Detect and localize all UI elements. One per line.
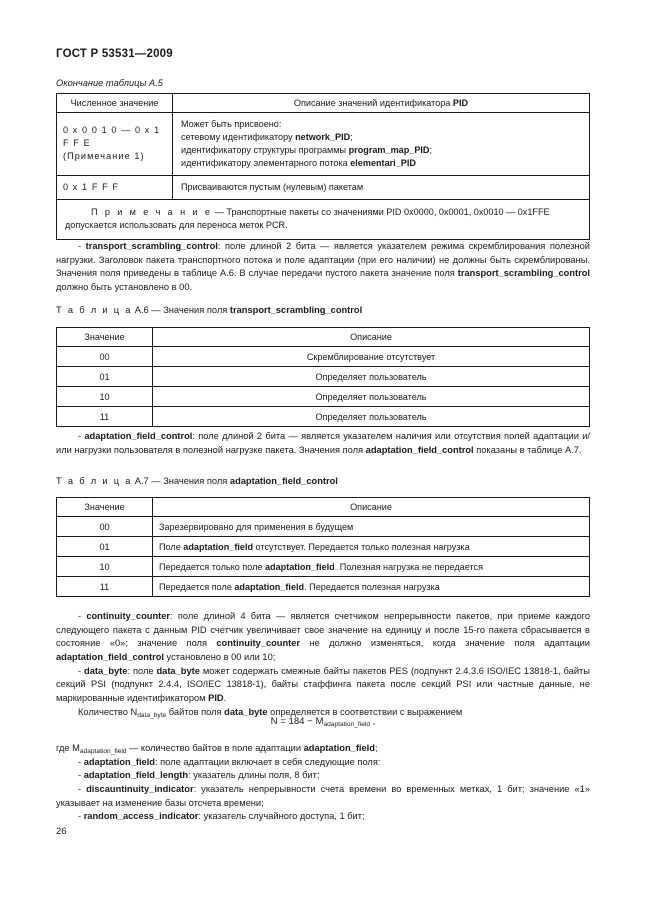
paragraph-continuity-counter [56, 610, 590, 719]
caption-label: Т а б л и ц а [56, 476, 133, 486]
term-adaptation-field-control: adaptation_field_control [84, 431, 193, 441]
paragraph-text-1: : поле длиной 4 бита — является счетчиком непрерывности пакетов, при приеме каждого следующего пакета с данным PID счетчик увеличивает свое значение на единицу и после 15-го пакета сбрасывается в состояние «0»; значение поля [56, 611, 590, 649]
table-a6-header-row [57, 328, 590, 347]
item-3-text: : указатель непрерывности счета времени во временных метках, 1 бит; значение «1» указывает на изменение базы отсчета времени; [56, 783, 590, 808]
table-a7-cell-description [153, 517, 590, 537]
table-a7-header-row [57, 498, 590, 517]
table-row [57, 367, 590, 387]
table-row [57, 175, 590, 199]
term-continuity-counter: continuity_counter [86, 611, 171, 621]
desc-line-1: Может быть присвоено: [181, 119, 282, 129]
caption-label: Т а б л и ц а [56, 305, 133, 315]
term-transport-scrambling-control: transport_scrambling_control [85, 241, 218, 251]
term-continuity-counter-2: continuity_counter [216, 638, 301, 649]
term-adaptation-field: adaptation_field [303, 743, 375, 753]
term-transport-scrambling-control-2: transport_scrambling_control [457, 268, 590, 279]
term-data-byte: data_byte [84, 665, 128, 676]
item-1-dash: - [78, 756, 84, 767]
item-4-dash: - [78, 811, 84, 822]
term-adaptation-field-length: adaptation_field_length [83, 770, 189, 781]
paragraph-text-4: : поле [127, 665, 157, 676]
table-a6-cell-description: Определяет пользователь [153, 367, 590, 387]
desc-line-3-tail: ; [429, 144, 433, 155]
desc-bold: adaptation_field [183, 541, 254, 552]
paragraph-text-2: не должно изменяться, когда значение поля адаптации [300, 638, 590, 649]
term-discountinuity-indicator: discauntinuity_indicator [86, 783, 194, 794]
caption-term: adaptation_field_control [229, 476, 338, 486]
paragraph-adaptation-field-items [56, 742, 590, 824]
table-a6-header-description: Описание [153, 328, 590, 347]
paragraph-text-5: может содержать смежные байты пакетов PES (подпункт 2.4.3.6 ISO/IEC 13818-1, байты секций PSI (подпункт 2.4.4, ISO/IEC 13818-1), байты стаффинга пакета после секций PSI или частные данные, не маркированные идентификатором [56, 665, 590, 703]
header-text: Описание значений идентификатора [293, 98, 453, 108]
table-a6-header-value: Значение [57, 328, 153, 347]
table-a5-cell-description: Присваиваются пустым (нулевым) пакетам [173, 175, 590, 199]
where-prefix: где M [56, 743, 80, 753]
note-text: — Транспортные пакеты со значениями PID 0x0000, 0x0001, 0x0010 — 0x1FFE допускается использовать для переноса меток PCR. [65, 206, 550, 230]
count-middle: байтов поля [166, 706, 225, 717]
table-a6-cell-description: Определяет пользователь [153, 407, 590, 427]
where-subscript: adaptation_field [79, 748, 127, 756]
value-note: (Примечание 1) [63, 151, 145, 162]
value-range: 0 x 0 0 1 0 — 0 x 1 F F E [63, 125, 161, 149]
count-postfix: определяется в соответствии с выражением [267, 706, 463, 717]
table-a5-note-row [57, 199, 590, 239]
where-postfix: — количество байтов в поле адаптации [126, 743, 304, 753]
header-text-bold: PID [452, 98, 469, 108]
item-4-text: : указатель случайного доступа, 1 бит; [198, 811, 365, 822]
paragraph-adaptation-field-control [56, 430, 590, 457]
paragraph-text: : поле длиной 2 бита — является указателем наличия или отсутствия полей адаптации и/или нагрузки пользователя в полезной нагрузке пакета. Значения поля [56, 431, 591, 455]
standard-header: ГОСТ Р 53531—2009 [56, 48, 173, 60]
paragraph-transport-scrambling-control [56, 240, 590, 295]
table-a5 [56, 93, 590, 240]
table-a5-cell-description [173, 113, 590, 176]
desc-line-3-plain: идентификатору структуры программы [181, 144, 349, 155]
page-number: 26 [56, 826, 67, 837]
table-a5-header-value: Численное значение [57, 94, 173, 113]
table-a5-cell-value [57, 113, 173, 176]
table-a7-header-description: Описание [153, 498, 590, 517]
term-data-byte-2: data_byte [156, 665, 200, 676]
desc-pre: Передается поле [159, 581, 235, 592]
table-a7-caption [56, 476, 338, 486]
term-random-access-indicator: random_access_indicator [83, 811, 199, 822]
desc-line-2-plain: сетевому идентификатору [181, 131, 296, 142]
table-row [57, 557, 590, 577]
table-row [57, 407, 590, 427]
table-a6-cell-value: 11 [57, 407, 153, 427]
paragraph-text-3: установлено в 00 или 10; [163, 651, 276, 662]
desc-bold: adaptation_field [234, 581, 305, 592]
count-prefix: Количество N [78, 706, 138, 717]
desc-pre: Передается только поле [159, 561, 265, 572]
table-a5-header-row [57, 94, 590, 113]
desc-pre: Зарезервировано для применения в будущем [159, 521, 354, 532]
caption-number: А.6 — Значения поля [132, 305, 230, 315]
desc-line-4-plain: идентификатору элементарного потока [181, 157, 351, 168]
table-row [57, 113, 590, 176]
desc-line-2-bold: network_PID [295, 131, 351, 142]
table-a5-cell-value: 0 x 1 F F F [57, 175, 173, 199]
table-a7-cell-description [153, 537, 590, 557]
table-row [57, 347, 590, 367]
table-row [57, 537, 590, 557]
formula-subscript: adaptation_field [323, 721, 370, 729]
table-a5-note [57, 199, 590, 239]
paragraph-text-2: показаны в таблице А.7. [473, 444, 582, 455]
item-1-text: : поле адаптации включает в себя следующие поля: [154, 756, 381, 767]
item-3-dash: - [78, 783, 87, 794]
table-row [57, 517, 590, 537]
table-a6-cell-value: 01 [57, 367, 153, 387]
list-dash-2: - [78, 665, 85, 676]
table-a7 [56, 497, 590, 597]
term-adaptation-field-control-2: adaptation_field_control [365, 444, 474, 455]
table-a6-cell-description: Скремблирование отсутствует [153, 347, 590, 367]
table-a7-cell-description [153, 577, 590, 597]
caption-number: А.7 — Значения поля [132, 476, 230, 486]
desc-post: . Полезная нагрузка не передается [334, 561, 484, 572]
table-a7-header-value: Значение [57, 498, 153, 517]
formula-tail: , [370, 716, 376, 727]
paragraph-text-2: должно быть установлено в 00. [56, 281, 193, 292]
table-a6-cell-value: 10 [57, 387, 153, 407]
table-a7-cell-value: 11 [57, 577, 153, 597]
list-dash: - [78, 431, 85, 441]
item-2-dash: - [78, 770, 84, 781]
table-a7-cell-value: 00 [57, 517, 153, 537]
item-2-text: : указатель длины поля, 8 бит; [188, 770, 320, 781]
desc-post: . Передается полезная нагрузка [304, 581, 440, 592]
table-a6 [56, 327, 590, 427]
count-subscript: data_byte [137, 711, 167, 719]
term-adaptation-field-item: adaptation_field [83, 756, 155, 767]
desc-post: отсутствует. Передается только полезная нагрузка [253, 541, 470, 552]
table-a7-cell-value: 01 [57, 537, 153, 557]
desc-line-2-tail: ; [350, 131, 353, 142]
formula-lhs: N = 184 − M [270, 716, 324, 727]
table-a5-continuation-caption: Окончание таблицы А.5 [56, 78, 163, 88]
table-a6-cell-value: 00 [57, 347, 153, 367]
table-row [57, 387, 590, 407]
paragraph-text: : поле длиной 2 бита — является указателем режима скремблирования полезной нагрузки. Заголовок пакета транспортного потока и поле адаптации (при его наличии) не должны быть скремблированы. Значения поля приведены в таблице А.6. В случае передачи пустого пакета значение поля [56, 241, 590, 279]
caption-term: transport_scrambling_control [229, 305, 363, 315]
formula-n-equals [56, 716, 590, 727]
table-row [57, 577, 590, 597]
table-a7-cell-description [153, 557, 590, 577]
term-adaptation-field-control-3: adaptation_field_control [56, 651, 164, 662]
table-a5-header-description [173, 94, 590, 113]
term-data-byte-3: data_byte [224, 706, 268, 717]
desc-pre: Поле [159, 541, 184, 552]
table-a7-cell-value: 10 [57, 557, 153, 577]
where-end: ; [374, 743, 378, 753]
table-a6-cell-description: Определяет пользователь [153, 387, 590, 407]
desc-line-4-bold: elementari_PID [350, 157, 416, 168]
desc-bold: adaptation_field [265, 561, 335, 572]
list-dash: - [78, 611, 87, 621]
note-label: П р и м е ч а н и е [91, 206, 213, 217]
desc-line-3-bold: program_map_PID [348, 144, 430, 155]
term-pid: PID [208, 692, 224, 703]
table-a6-caption [56, 305, 362, 315]
list-dash: - [78, 241, 86, 251]
paragraph-text-6: . [223, 692, 227, 703]
